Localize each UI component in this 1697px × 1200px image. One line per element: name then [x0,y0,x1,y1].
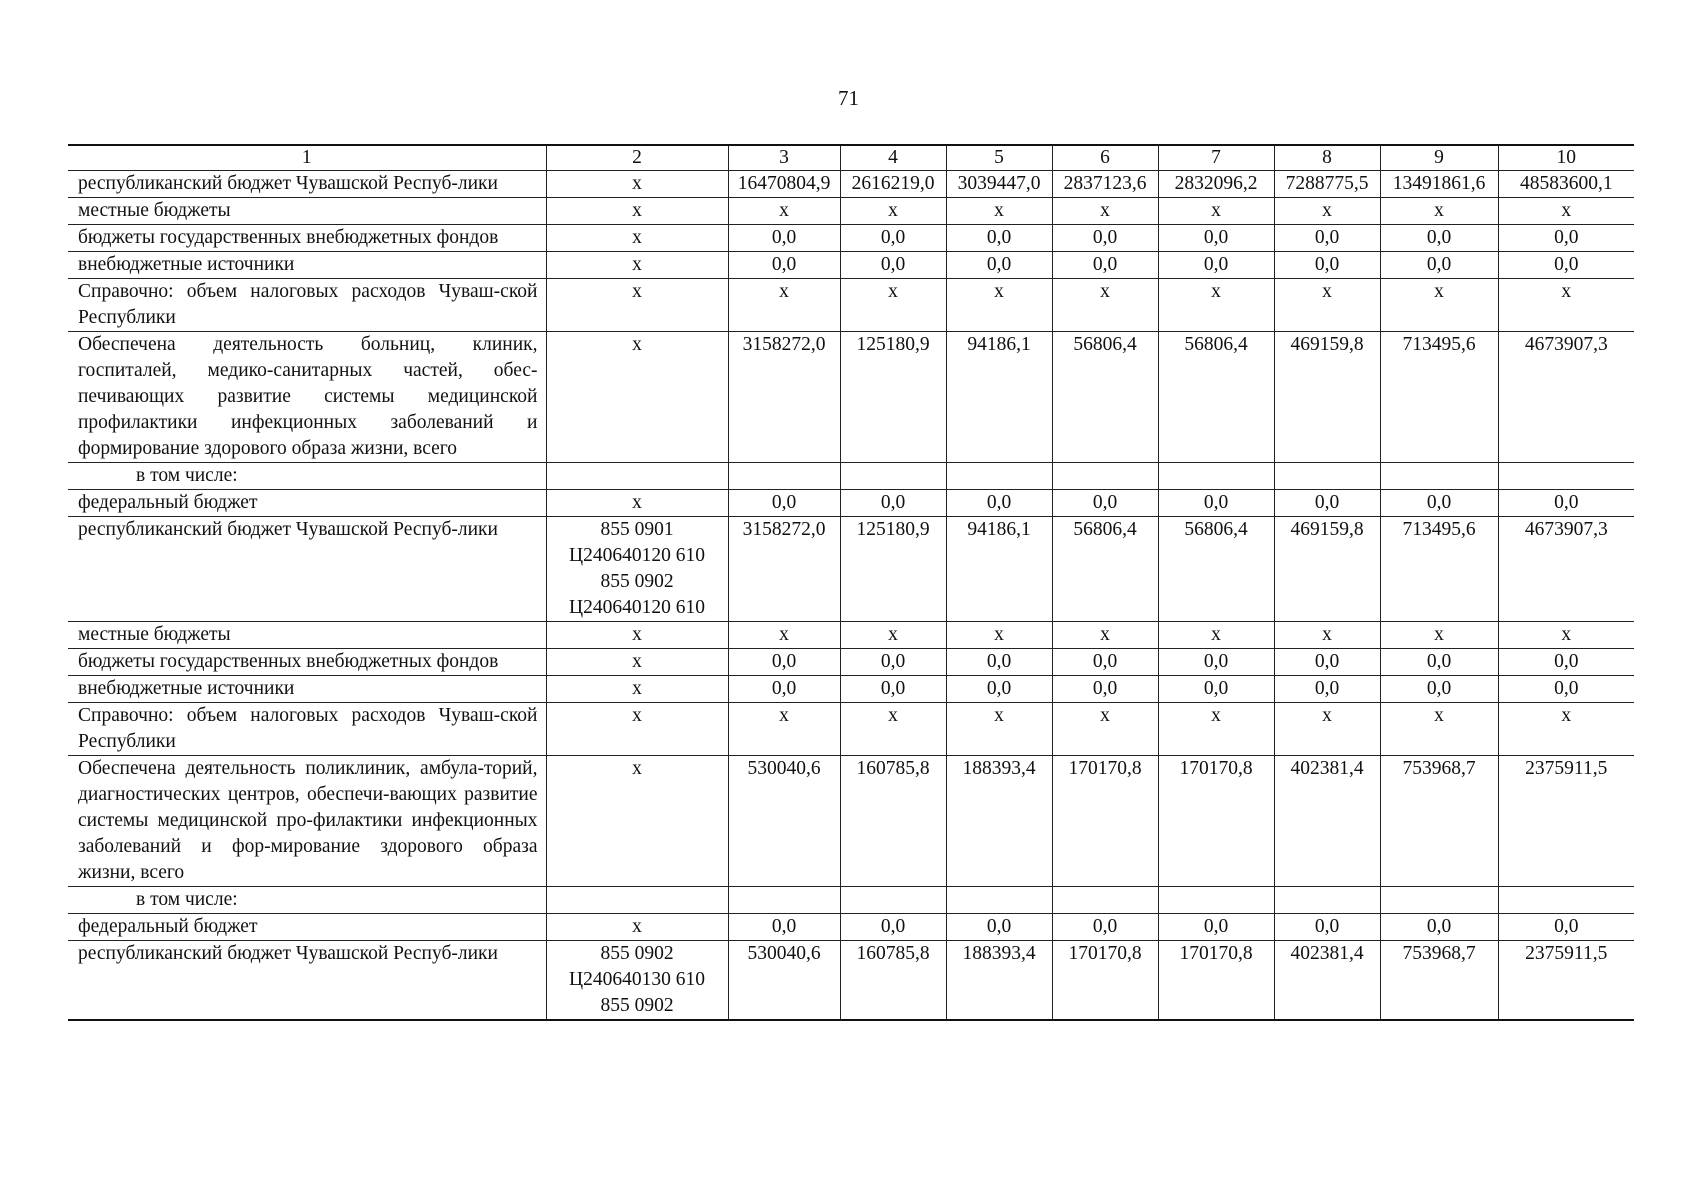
table-row [68,517,1634,622]
value-cell: 0,0 [728,490,840,517]
value-cell: 160785,8 [840,756,946,887]
code-line: х [632,492,642,513]
value-cell: 0,0 [840,490,946,517]
row-description: бюджеты государственных внебюджетных фондов [68,225,546,252]
value-cell: 0,0 [1274,490,1380,517]
row-description: республиканский бюджет Чувашской Респуб-лики [68,941,546,1021]
value-cell: 7288775,5 [1274,171,1380,198]
table-body [68,145,1634,1020]
budget-classification-code [546,676,728,703]
value-cell: 2375911,5 [1498,756,1634,887]
code-line: х [632,227,642,248]
value-cell: х [946,622,1052,649]
table-row [68,703,1634,756]
value-cell: 3158272,0 [728,517,840,622]
code-line: х [632,705,642,726]
value-cell: х [1274,622,1380,649]
code-line: х [632,173,642,194]
value-cell: 0,0 [1498,225,1634,252]
table-row [68,490,1634,517]
value-cell: 48583600,1 [1498,171,1634,198]
table-row [68,225,1634,252]
budget-classification-code [546,490,728,517]
value-cell: х [1274,279,1380,332]
value-cell: 0,0 [1052,676,1158,703]
value-cell: х [1158,622,1274,649]
table-row [68,649,1634,676]
page-number: 71 [838,86,859,110]
row-description: местные бюджеты [68,198,546,225]
value-cell: 188393,4 [946,756,1052,887]
value-cell [946,887,1052,914]
value-cell: 0,0 [1052,914,1158,941]
column-number-header: 1 [68,145,546,171]
value-cell: 56806,4 [1158,517,1274,622]
code-line: 855 0902 [600,571,674,592]
budget-classification-code [546,198,728,225]
value-cell: 469159,8 [1274,332,1380,463]
value-cell: 0,0 [1498,490,1634,517]
row-description: Справочно: объем налоговых расходов Чуваш-ской Республики [68,279,546,332]
value-cell [946,463,1052,490]
table-row [68,198,1634,225]
value-cell: 0,0 [1380,490,1498,517]
value-cell: х [840,622,946,649]
value-cell: х [1498,622,1634,649]
budget-classification-code [546,463,728,490]
value-cell: 530040,6 [728,941,840,1021]
budget-classification-code [546,914,728,941]
value-cell: 0,0 [1380,676,1498,703]
value-cell [1052,463,1158,490]
budget-classification-code [546,517,728,622]
value-cell: 0,0 [1274,914,1380,941]
value-cell: х [1380,622,1498,649]
value-cell: х [1380,198,1498,225]
value-cell: 753968,7 [1380,941,1498,1021]
budget-classification-code [546,225,728,252]
table-row [68,279,1634,332]
value-cell: 0,0 [840,676,946,703]
column-number-header: 2 [546,145,728,171]
code-line: х [632,758,642,779]
value-cell: х [1158,279,1274,332]
value-cell: 2375911,5 [1498,941,1634,1021]
value-cell: х [1052,198,1158,225]
value-cell: х [1052,703,1158,756]
value-cell: 0,0 [1380,914,1498,941]
row-description: федеральный бюджет [68,914,546,941]
value-cell [840,887,946,914]
value-cell: х [840,703,946,756]
value-cell: 0,0 [728,649,840,676]
code-line: 855 0902 [600,943,674,964]
value-cell: х [1498,703,1634,756]
value-cell: 0,0 [946,649,1052,676]
budget-classification-code [546,332,728,463]
value-cell: 0,0 [728,676,840,703]
value-cell: 713495,6 [1380,517,1498,622]
table-row [68,756,1634,887]
value-cell [1274,463,1380,490]
value-cell: 94186,1 [946,332,1052,463]
code-line: х [632,281,642,302]
column-number-header: 10 [1498,145,1634,171]
value-cell: 0,0 [1274,252,1380,279]
value-cell: 56806,4 [1052,517,1158,622]
value-cell: 0,0 [1158,914,1274,941]
value-cell: 0,0 [1052,225,1158,252]
code-line: х [632,916,642,937]
value-cell: х [946,279,1052,332]
value-cell: 160785,8 [840,941,946,1021]
value-cell: 0,0 [1380,649,1498,676]
row-description: внебюджетные источники [68,676,546,703]
value-cell: 0,0 [1052,649,1158,676]
value-cell [1274,887,1380,914]
value-cell: 0,0 [946,252,1052,279]
value-cell: х [946,198,1052,225]
column-number-header: 6 [1052,145,1158,171]
value-cell: 3158272,0 [728,332,840,463]
value-cell: 0,0 [840,252,946,279]
value-cell: 0,0 [840,914,946,941]
row-description: федеральный бюджет [68,490,546,517]
value-cell: 56806,4 [1052,332,1158,463]
value-cell: 402381,4 [1274,756,1380,887]
value-cell: 4673907,3 [1498,332,1634,463]
value-cell: х [728,279,840,332]
budget-table [68,144,1634,1021]
value-cell: х [1158,198,1274,225]
value-cell: х [946,703,1052,756]
value-cell: 188393,4 [946,941,1052,1021]
value-cell: х [840,198,946,225]
column-number-header: 7 [1158,145,1274,171]
code-line: Ц240640120 610 [569,597,705,618]
code-line: Ц240640130 610 [569,969,705,990]
value-cell: 0,0 [1158,649,1274,676]
value-cell: х [1274,703,1380,756]
value-cell: 16470804,9 [728,171,840,198]
value-cell [1498,887,1634,914]
value-cell: 2832096,2 [1158,171,1274,198]
value-cell: 0,0 [1274,649,1380,676]
code-line: 855 0901 [600,519,674,540]
value-cell: 0,0 [946,914,1052,941]
value-cell: х [840,279,946,332]
value-cell: 0,0 [728,914,840,941]
row-description: внебюджетные источники [68,252,546,279]
value-cell [1158,463,1274,490]
value-cell: 0,0 [1274,225,1380,252]
value-cell: 56806,4 [1158,332,1274,463]
value-cell [1380,887,1498,914]
value-cell: 0,0 [728,225,840,252]
value-cell: 3039447,0 [946,171,1052,198]
column-number-header-row [68,145,1634,171]
code-line: 855 0902 [600,995,674,1016]
column-number-header: 9 [1380,145,1498,171]
value-cell: 0,0 [1380,225,1498,252]
table-row [68,887,1634,914]
value-cell: 0,0 [1274,676,1380,703]
value-cell: 0,0 [1498,649,1634,676]
row-description: местные бюджеты [68,622,546,649]
row-description: республиканский бюджет Чувашской Респуб-лики [68,517,546,622]
value-cell [1158,887,1274,914]
value-cell: 530040,6 [728,756,840,887]
value-cell: 170170,8 [1158,756,1274,887]
row-description: Справочно: объем налоговых расходов Чуваш-ской Республики [68,703,546,756]
value-cell [1380,463,1498,490]
budget-classification-code [546,279,728,332]
value-cell: 0,0 [1158,225,1274,252]
column-number-header: 4 [840,145,946,171]
value-cell: х [1158,703,1274,756]
budget-classification-code [546,252,728,279]
value-cell: х [728,622,840,649]
code-line: х [632,334,642,355]
column-number-header: 3 [728,145,840,171]
value-cell: 0,0 [1052,490,1158,517]
row-description: в том числе: [68,887,546,914]
table-row [68,171,1634,198]
value-cell: 0,0 [1158,490,1274,517]
value-cell: 2616219,0 [840,171,946,198]
table-row [68,914,1634,941]
row-description: Обеспечена деятельность поликлиник, амбула-торий, диагностических центров, обеспечи-вающих развитие системы медицинской про-филактики инфекционных заболеваний и фор-мирование здорового образа жизни, всего [68,756,546,887]
value-cell: х [1052,279,1158,332]
value-cell: 0,0 [1498,914,1634,941]
value-cell: х [1498,279,1634,332]
value-cell: 0,0 [1158,252,1274,279]
value-cell: 0,0 [1380,252,1498,279]
value-cell: 0,0 [1052,252,1158,279]
code-line: х [632,624,642,645]
value-cell: х [1498,198,1634,225]
value-cell: 170170,8 [1052,756,1158,887]
table-row [68,463,1634,490]
budget-classification-code [546,887,728,914]
value-cell: х [1380,279,1498,332]
value-cell: х [728,703,840,756]
value-cell: 0,0 [946,490,1052,517]
value-cell: 4673907,3 [1498,517,1634,622]
budget-classification-code [546,622,728,649]
value-cell: х [1274,198,1380,225]
value-cell: 125180,9 [840,332,946,463]
budget-classification-code [546,649,728,676]
value-cell: 0,0 [946,676,1052,703]
value-cell: 0,0 [840,649,946,676]
value-cell: 713495,6 [1380,332,1498,463]
budget-classification-code [546,703,728,756]
value-cell: х [1052,622,1158,649]
row-description: бюджеты государственных внебюджетных фондов [68,649,546,676]
value-cell: 0,0 [1498,676,1634,703]
budget-classification-code [546,171,728,198]
column-number-header: 5 [946,145,1052,171]
value-cell: х [728,198,840,225]
value-cell [840,463,946,490]
table-row [68,676,1634,703]
value-cell [1052,887,1158,914]
value-cell: 0,0 [946,225,1052,252]
value-cell: 94186,1 [946,517,1052,622]
value-cell: х [1380,703,1498,756]
value-cell: 2837123,6 [1052,171,1158,198]
value-cell: 170170,8 [1158,941,1274,1021]
value-cell: 13491861,6 [1380,171,1498,198]
code-line: х [632,651,642,672]
value-cell [728,463,840,490]
row-description: республиканский бюджет Чувашской Респуб-лики [68,171,546,198]
table-row [68,622,1634,649]
code-line: Ц240640120 610 [569,545,705,566]
column-number-header: 8 [1274,145,1380,171]
code-line: х [632,200,642,221]
budget-classification-code [546,756,728,887]
value-cell: 0,0 [1158,676,1274,703]
value-cell [1498,463,1634,490]
row-description: Обеспечена деятельность больниц, клиник, госпиталей, медико-санитарных частей, обес-печивающих развитие системы медицинской профилактики инфекционных заболеваний и формирование здорового образа жизни, всего [68,332,546,463]
value-cell: 0,0 [1498,252,1634,279]
value-cell: 125180,9 [840,517,946,622]
code-line: х [632,678,642,699]
budget-classification-code [546,941,728,1021]
value-cell: 753968,7 [1380,756,1498,887]
table-row [68,252,1634,279]
table-row [68,332,1634,463]
value-cell: 402381,4 [1274,941,1380,1021]
value-cell: 0,0 [840,225,946,252]
value-cell: 170170,8 [1052,941,1158,1021]
value-cell [728,887,840,914]
table-row [68,941,1634,1021]
value-cell: 469159,8 [1274,517,1380,622]
row-description: в том числе: [68,463,546,490]
code-line: х [632,254,642,275]
value-cell: 0,0 [728,252,840,279]
